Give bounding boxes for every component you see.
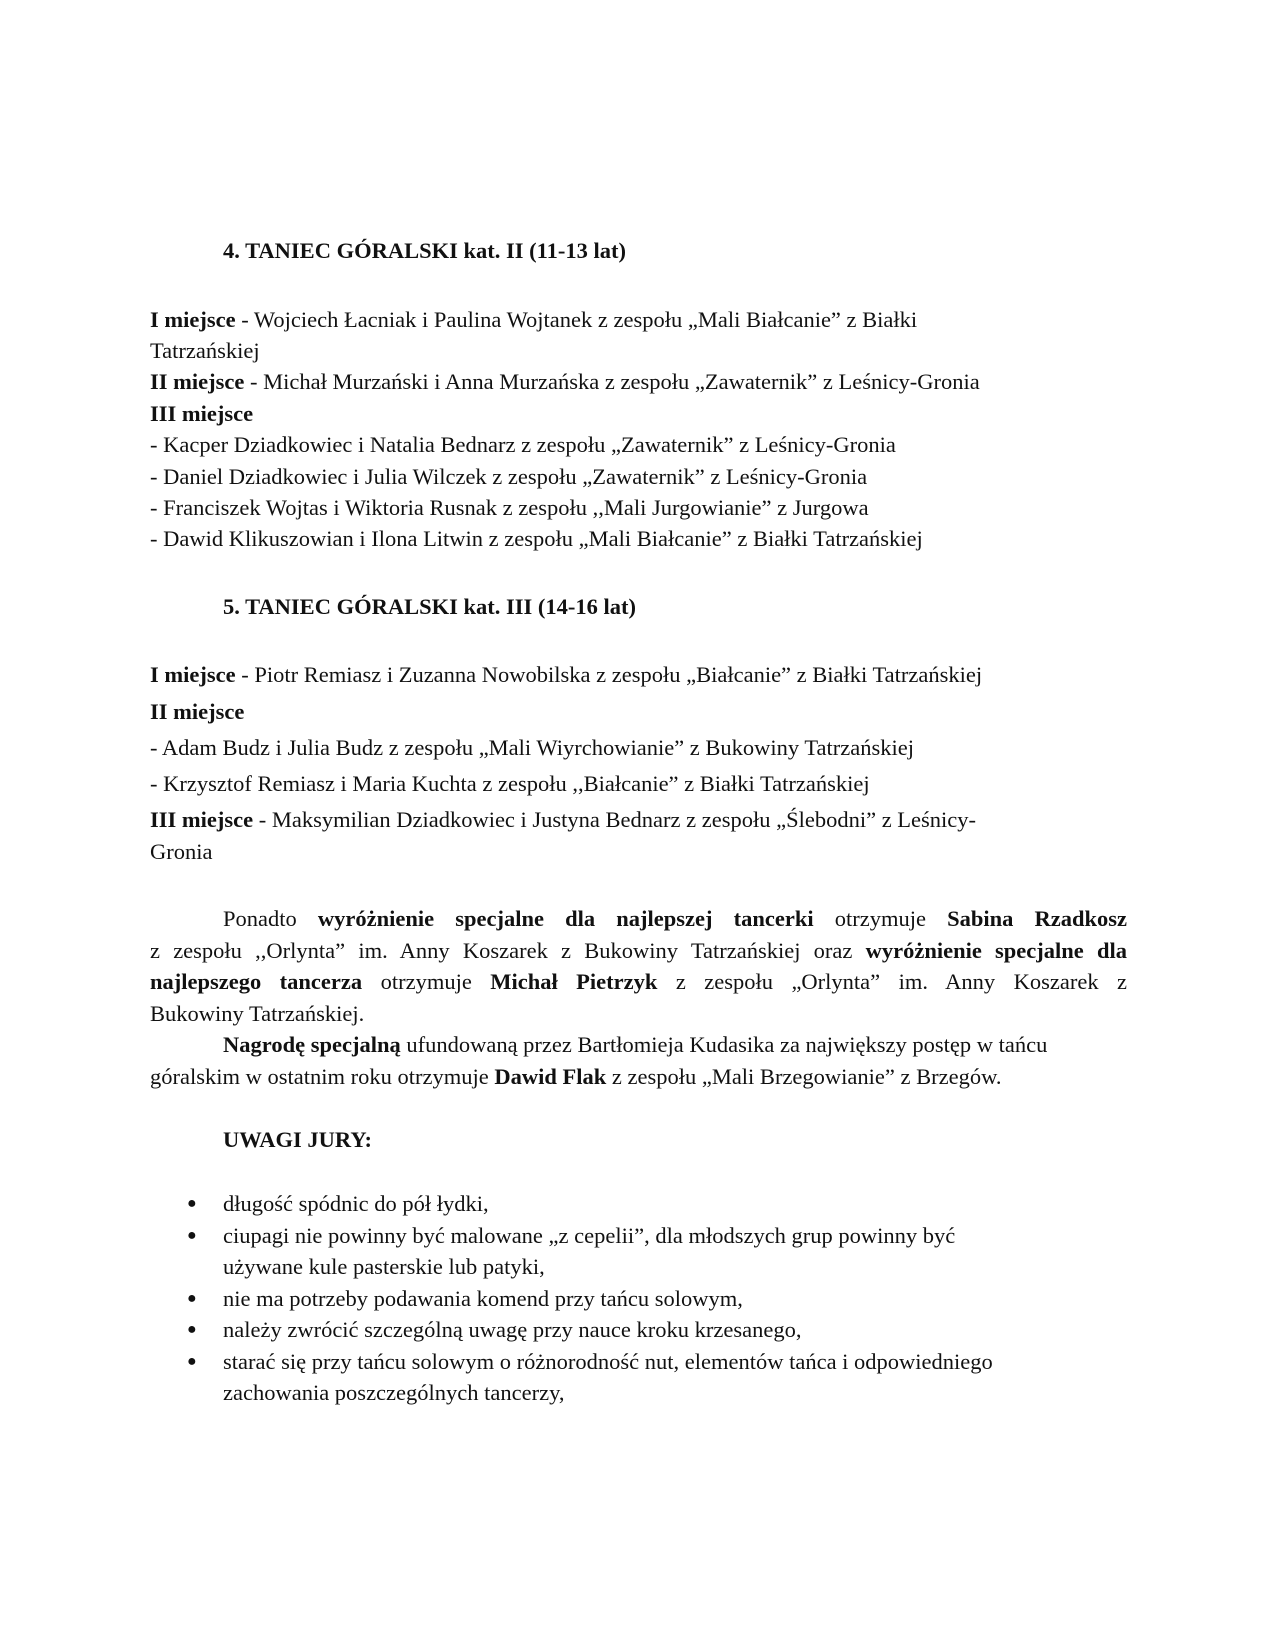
list-item-text: - Daniel Dziadkowiec i Julia Wilczek z zespołu „Zawaternik” z Leśnicy-Gronia [150,464,868,489]
list-item [223,1314,801,1346]
special-text: z zespołu „Orlynta” im. Anny Koszarek z [657,969,1127,994]
place-label: III miejsce [150,807,254,832]
section5-heading-text: 5. TANIEC GÓRALSKI kat. III (14-16 lat) [223,594,636,619]
special-award-line [223,903,1127,935]
place-text: Tatrzańskiej [150,338,260,363]
section4-first-place-cont [150,335,260,367]
special-text: z zespołu „Mali Brzegowianie” z Brzegów. [606,1064,1002,1089]
special-bold: Michał Pietrzyk [490,969,658,994]
special-bold: wyróżnienie specjalne dla [865,938,1127,963]
place-label: III miejsce [150,401,254,426]
section5-third-place [150,804,976,836]
list-item [150,523,923,555]
list-item-text: - Kacper Dziadkowiec i Natalia Bednarz z zespołu „Zawaternik” z Leśnicy-Gronia [150,432,896,457]
special-award-line [150,998,364,1030]
list-item [223,1220,955,1252]
bullet-icon: ● [187,1290,197,1307]
section5-heading [223,591,636,623]
jury-heading [223,1124,372,1156]
bullet-icon: ● [187,1321,197,1338]
special-text: otrzymuje [362,969,491,994]
place-text: - Maksymilian Dziadkowiec i Justyna Bednarz z zespołu „Ślebodni” z Leśnicy- [253,807,977,832]
list-item-text: - Dawid Klikuszowian i Ilona Litwin z zespołu „Mali Białcanie” z Białki Tatrzańskiej [150,526,923,551]
list-item-text: należy zwrócić szczególną uwagę przy nauce kroku krzesanego, [223,1317,802,1342]
list-item-text: nie ma potrzeby podawania komend przy tańcu solowym, [223,1286,743,1311]
special-bold: najlepszego tancerza [150,969,363,994]
list-item-cont [223,1251,545,1283]
list-item [223,1188,489,1220]
special-text: Bukowiny Tatrzańskiej. [150,1001,365,1026]
section4-first-place [150,304,917,336]
special-award-line [150,935,1127,967]
list-item-text: długość spódnic do pół łydki, [223,1191,489,1216]
list-item [150,768,870,800]
section4-heading-text: 4. TANIEC GÓRALSKI kat. II (11-13 lat) [223,238,626,263]
place-label: II miejsce [150,369,245,394]
section4-third-place [150,398,253,430]
list-item [223,1283,743,1315]
special-bold: Nagrodę specjalną [223,1032,401,1057]
list-item-text: używane kule pasterskie lub patyki, [223,1254,545,1279]
list-item [150,429,896,461]
place-label: I miejsce [150,662,236,687]
special-bold: wyróżnienie specjalne dla najlepszej tancerki [317,906,814,931]
special-prize-line [150,1061,1002,1093]
place-label: II miejsce [150,699,245,724]
list-item-text: - Adam Budz i Julia Budz z zespołu „Mali Wiyrchowianie” z Bukowiny Tatrzańskiej [150,735,915,760]
list-item [150,732,914,764]
section4-second-place [150,366,980,398]
section5-first-place [150,659,982,691]
section5-third-place-cont [150,836,212,868]
special-text: z zespołu ,,Orlynta” im. Anny Koszarek z Bukowiny Tatrzańskiej oraz [150,938,866,963]
list-item [150,492,869,524]
special-text: Ponadto [223,906,318,931]
jury-heading-text: UWAGI JURY: [223,1127,373,1152]
special-award-line [150,966,1127,998]
special-text: góralskim w ostatnim roku otrzymuje [150,1064,495,1089]
special-prize-line [223,1029,1047,1061]
place-label: I miejsce [150,307,236,332]
place-text: - Michał Murzański i Anna Murzańska z zespołu „Zawaternik” z Leśnicy-Gronia [244,369,980,394]
special-text: ufundowaną przez Bartłomieja Kudasika za największy postęp w tańcu [400,1032,1048,1057]
special-bold: Dawid Flak [494,1064,607,1089]
list-item-text: - Krzysztof Remiasz i Maria Kuchta z zespołu ,,Białcanie” z Białki Tatrzańskiej [150,771,870,796]
section4-heading [223,235,626,267]
bullet-icon: ● [187,1353,197,1370]
list-item-text: zachowania poszczególnych tancerzy, [223,1380,565,1405]
place-text: Gronia [150,839,213,864]
list-item-text: ciupagi nie powinny być malowane „z cepelii”, dla młodszych grup powinny być [223,1223,956,1248]
bullet-icon: ● [187,1227,197,1244]
list-item [223,1346,993,1378]
special-text: otrzymuje [813,906,948,931]
bullet-icon: ● [187,1195,197,1212]
place-text: - Piotr Remiasz i Zuzanna Nowobilska z zespołu „Białcanie” z Białki Tatrzańskiej [235,662,983,687]
list-item-text: - Franciszek Wojtas i Wiktoria Rusnak z zespołu ,,Mali Jurgowianie” z Jurgowa [150,495,869,520]
place-text: - Wojciech Łacniak i Paulina Wojtanek z zespołu „Mali Białcanie” z Białki [235,307,918,332]
special-bold: Sabina Rzadkosz [947,906,1128,931]
list-item-text: starać się przy tańcu solowym o różnorodność nut, elementów tańca i odpowiedniego [223,1349,993,1374]
list-item [150,461,867,493]
section5-second-place [150,696,244,728]
list-item-cont [223,1377,564,1409]
